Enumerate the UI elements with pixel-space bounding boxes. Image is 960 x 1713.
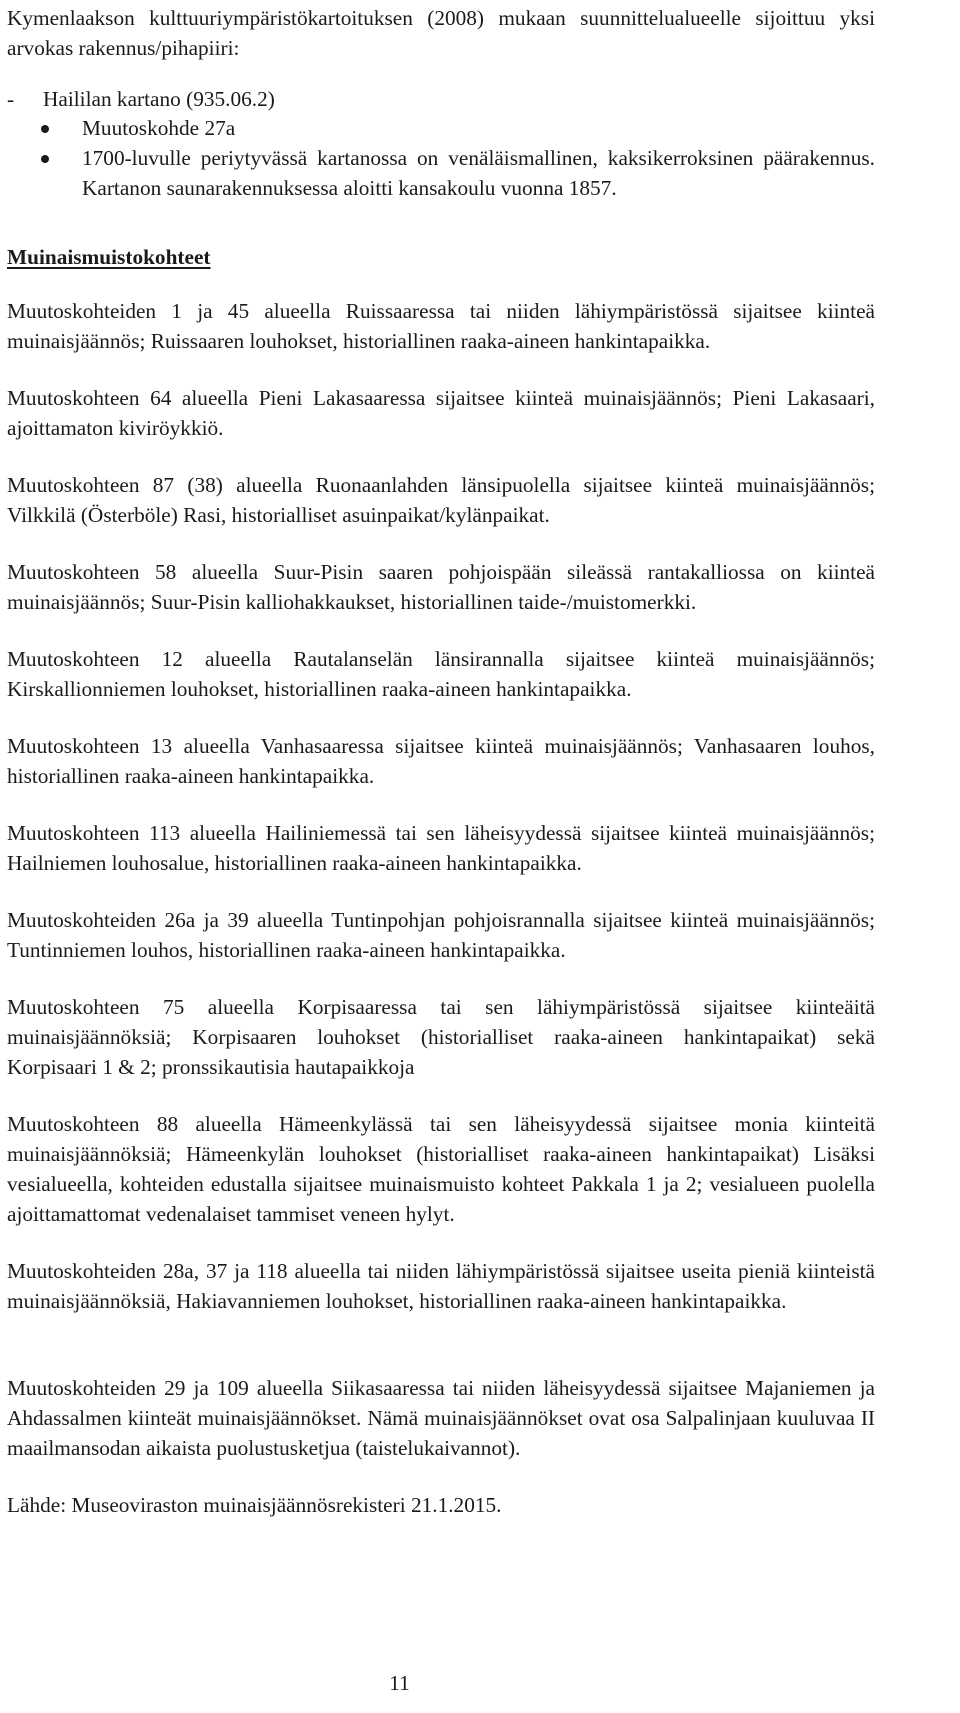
bullet-icon bbox=[41, 155, 49, 163]
intro-paragraph: Kymenlaakson kulttuuriympäristökartoituksen (2008) mukaan suunnittelualueelle sijoittuu yksi arvokas rakennus/pihapiiri: bbox=[7, 6, 875, 60]
paragraph: Muutoskohteiden 1 ja 45 alueella Ruissaaressa tai niiden lähiympäristössä sijaitsee kiinteä muinaisjäännös; Ruissaaren louhokset, historiallinen raaka-aineen hankintapaikka. bbox=[7, 299, 875, 353]
bullet-text: 1700-luvulle periytyvässä kartanossa on venäläismallinen, kaksikerroksinen päärakennus. Kartanon saunarakennuksessa aloitti kansakoulu vuonna 1857. bbox=[82, 146, 875, 200]
section-heading: Muinaismuistokohteet bbox=[7, 245, 211, 269]
paragraph: Muutoskohteiden 29 ja 109 alueella Siikasaaressa tai niiden läheisyydessä sijaitsee Majaniemen ja Ahdassalmen kiinteät muinaisjäännökset. Nämä muinaisjäännökset ovat osa Salpalinjaan kuuluvaa II maailmansodan aikaista puolustusketjua (taistelukaivannot). bbox=[7, 1376, 875, 1460]
source-note: Lähde: Museoviraston muinaisjäännösrekisteri 21.1.2015. bbox=[7, 1493, 502, 1517]
paragraph: Muutoskohteiden 28a, 37 ja 118 alueella tai niiden lähiympäristössä sijaitsee useita pieniä kiinteistä muinaisjäännöksiä, Hakiavanniemen louhokset, historiallinen raaka-aineen hankintapaikka. bbox=[7, 1259, 875, 1313]
paragraph: Muutoskohteen 75 alueella Korpisaaressa tai sen lähiympäristössä sijaitsee kiinteäitä muinaisjäännöksiä; Korpisaaren louhokset (historialliset raaka-aineen hankintapaikat) sekä Korpisaari 1 & 2; pronssikautisia hautapaikkoja bbox=[7, 995, 875, 1079]
dash-marker: - bbox=[7, 87, 15, 111]
paragraph: Muutoskohteen 12 alueella Rautalanselän länsirannalla sijaitsee kiinteä muinaisjäännös; Kirskallionniemen louhokset, historiallinen raaka-aineen hankintapaikka. bbox=[7, 647, 875, 701]
paragraph: Muutoskohteen 58 alueella Suur-Pisin saaren pohjoispään sileässä rantakalliossa on kiinteä muinaisjäännös; Suur-Pisin kalliohakkaukset, historiallinen taide-/muistomerkki. bbox=[7, 560, 875, 614]
bullet-item bbox=[43, 143, 875, 203]
bullet-icon bbox=[41, 125, 49, 133]
bullet-text: Muutoskohde 27a bbox=[82, 116, 236, 140]
paragraph: Muutoskohteen 88 alueella Hämeenkylässä tai sen läheisyydessä sijaitsee monia kiinteitä muinaisjäännöksiä; Hämeenkylän louhokset (historialliset raaka-aineen hankintapaikat) Lisäksi vesialueella, kohteiden edustalla sijaitsee muinaismuisto kohteet Pakkala 1 ja 2; vesialueen puolella ajoittamattomat vedenalaiset tammiset veneen hylyt. bbox=[7, 1112, 875, 1226]
site-list-item bbox=[7, 84, 275, 114]
site-name: Haililan kartano (935.06.2) bbox=[43, 87, 275, 111]
bullet-item bbox=[43, 113, 875, 143]
paragraph: Muutoskohteen 113 alueella Hailiniemessä tai sen läheisyydessä sijaitsee kiinteä muinaisjäännös; Hailniemen louhosalue, historiallinen raaka-aineen hankintapaikka. bbox=[7, 821, 875, 875]
paragraph: Muutoskohteen 64 alueella Pieni Lakasaaressa sijaitsee kiinteä muinaisjäännös; Pieni Lakasaari, ajoittamaton kiviröykkiö. bbox=[7, 386, 875, 440]
paragraph: Muutoskohteen 13 alueella Vanhasaaressa sijaitsee kiinteä muinaisjäännös; Vanhasaaren louhos, historiallinen raaka-aineen hankintapaikka. bbox=[7, 734, 875, 788]
paragraph: Muutoskohteen 87 (38) alueella Ruonaanlahden länsipuolella sijaitsee kiinteä muinaisjäännös; Vilkkilä (Österböle) Rasi, historialliset asuinpaikat/kylänpaikat. bbox=[7, 473, 875, 527]
page-number: 11 bbox=[389, 1671, 410, 1695]
paragraph: Muutoskohteiden 26a ja 39 alueella Tuntinpohjan pohjoisrannalla sijaitsee kiinteä muinaisjäännös; Tuntinniemen louhos, historiallinen raaka-aineen hankintapaikka. bbox=[7, 908, 875, 962]
